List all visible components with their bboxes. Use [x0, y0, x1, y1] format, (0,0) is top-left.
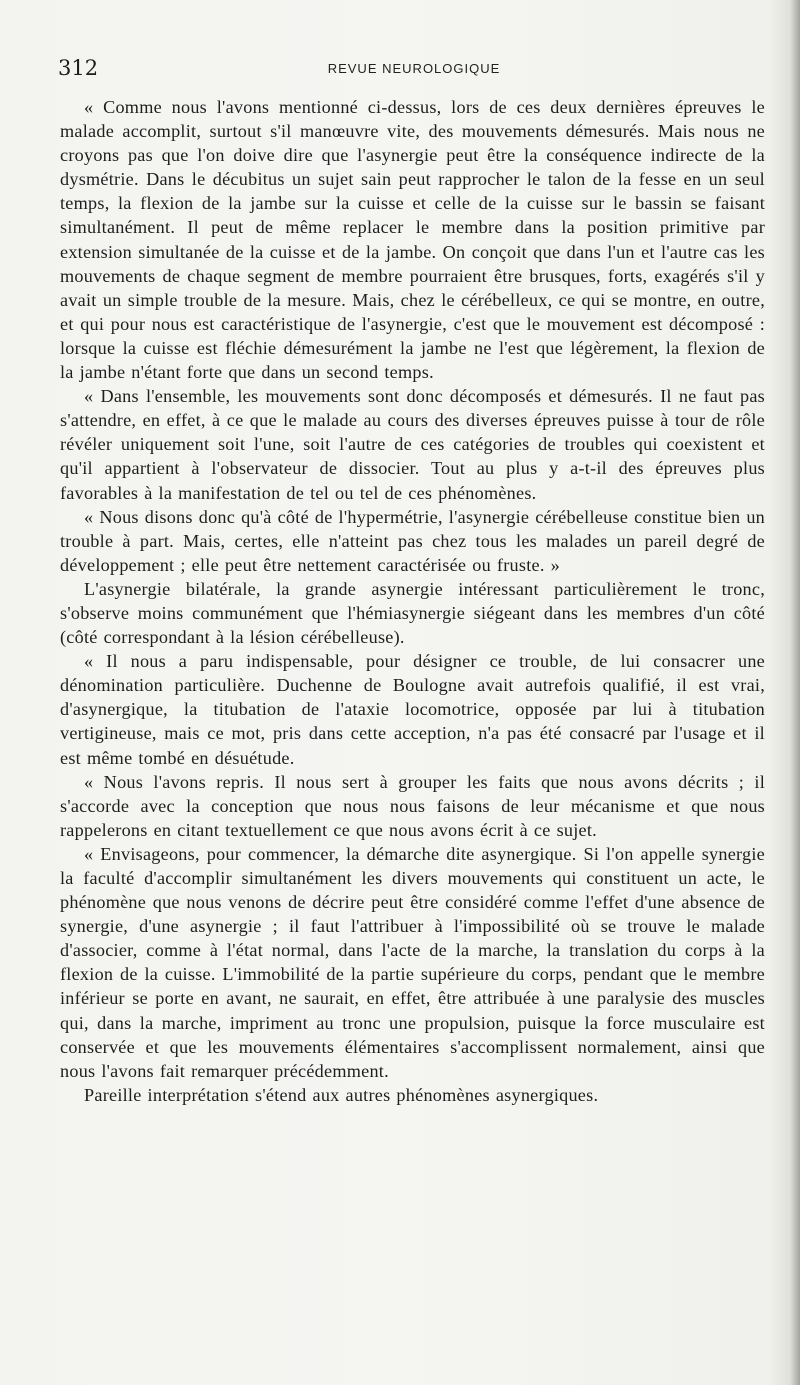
paragraph: « Il nous a paru indispensable, pour désigner ce trouble, de lui consacrer une dénomination particulière. Duchenne de Boulogne avait autrefois qualifié, il est vrai, d'asynergique, la titubation de l'ataxie locomotrice, opposée par lui à titubation vertigineuse, mais ce mot, pris dans cette acception, n'a pas été consacré par l'usage et il est même tombé en désuétude. [60, 651, 765, 768]
page-edge-shadow [790, 0, 800, 1385]
paragraph: « Nous l'avons repris. Il nous sert à grouper les faits que nous avons décrits ; il s'accorde avec la conception que nous nous faisons de leur mécanisme et que nous rappelerons en citant textuellement ce que nous avons écrit à ce sujet. [60, 771, 765, 840]
paragraph: « Dans l'ensemble, les mouvements sont donc décomposés et démesurés. Il ne faut pas s'attendre, en effet, à ce que le malade au cours des diverses épreuves puisse à tour de rôle révéler uniquement soit l'une, soit l'autre de ces catégories de troubles qui coexistent et qu'il appartient à l'observateur de dissocier. Tout au plus y a-t-il des épreuves plus favorables à la manifestation de tel ou tel de ces phénomènes. [60, 386, 765, 503]
paragraph: Pareille interprétation s'étend aux autres phénomènes asynergiques. [84, 1084, 599, 1105]
paragraph: « Nous disons donc qu'à côté de l'hypermétrie, l'asynergie cérébelleuse constitue bien un trouble à part. Mais, certes, elle n'atteint pas chez tous les malades un pareil degré de développement ; elle peut être nettement caractérisée ou fruste. » [60, 506, 766, 575]
paragraph: « Comme nous l'avons mentionné ci-dessus, lors de ces deux dernières épreuves le malade accomplit, surtout s'il manœuvre vite, des mouvements démesurés. Mais nous ne croyons pas que l'on doive dire que l'asynergie peut être la conséquence indirecte de la dysmétrie. Dans le décubitus un sujet sain peut rapprocher le talon de la fesse en un seul temps, la flexion de la jambe sur la cuisse et celle de la cuisse sur le bassin se faisant simultanément. Il peut de même replacer le membre dans la position primitive par extension simultanée de la cuisse et de la jambe. On conçoit que dans l'un et l'autre cas les mouvements de chaque segment de membre pourraient être brusques, forts, exagérés s'il y avait un simple trouble de la mesure. Mais, chez le cérébelleux, ce qui se montre, en outre, et qui pour nous est caractéristique de l'asynergie, c'est que le mouvement est décomposé : lorsque la cuisse est fléchie démesurément la jambe ne l'est que légèrement, la flexion de la jambe n'étant forte que dans un second temps. [60, 97, 765, 383]
paragraph: « Envisageons, pour commencer, la démarche dite asynergique. Si l'on appelle synergie la faculté d'accomplir simultanément les divers mouvements qui constituent un acte, le phénomène que nous venons de décrire peut être considéré comme l'effet d'une absence de synergie, d'une asynergie ; il faut l'attribuer à l'impossibilité où se trouve le malade d'associer, comme à l'état normal, dans l'acte de la marche, la translation du corps à la flexion de la cuisse. L'immobilité de la partie supérieure du corps, pendant que le membre inférieur se porte en avant, ne saurait, en effet, être attribuée à une paralysie des muscles qui, dans la marche, impriment au tronc une propulsion, puisque la force musculaire est conservée et que les mouvements élémentaires s'accomplissent normalement, ainsi que nous l'avons fait remarquer précédemment. [60, 843, 765, 1081]
page-number: 312 [58, 56, 99, 80]
page-header [58, 56, 770, 84]
running-head: REVUE NEUROLOGIQUE [327, 61, 501, 76]
body-text [60, 95, 765, 1107]
paragraph: L'asynergie bilatérale, la grande asynergie intéressant particulièrement le tronc, s'observe moins communément que l'hémiasynergie siégeant dans les membres d'un côté (côté correspondant à la lésion cérébelleuse). [60, 578, 765, 648]
